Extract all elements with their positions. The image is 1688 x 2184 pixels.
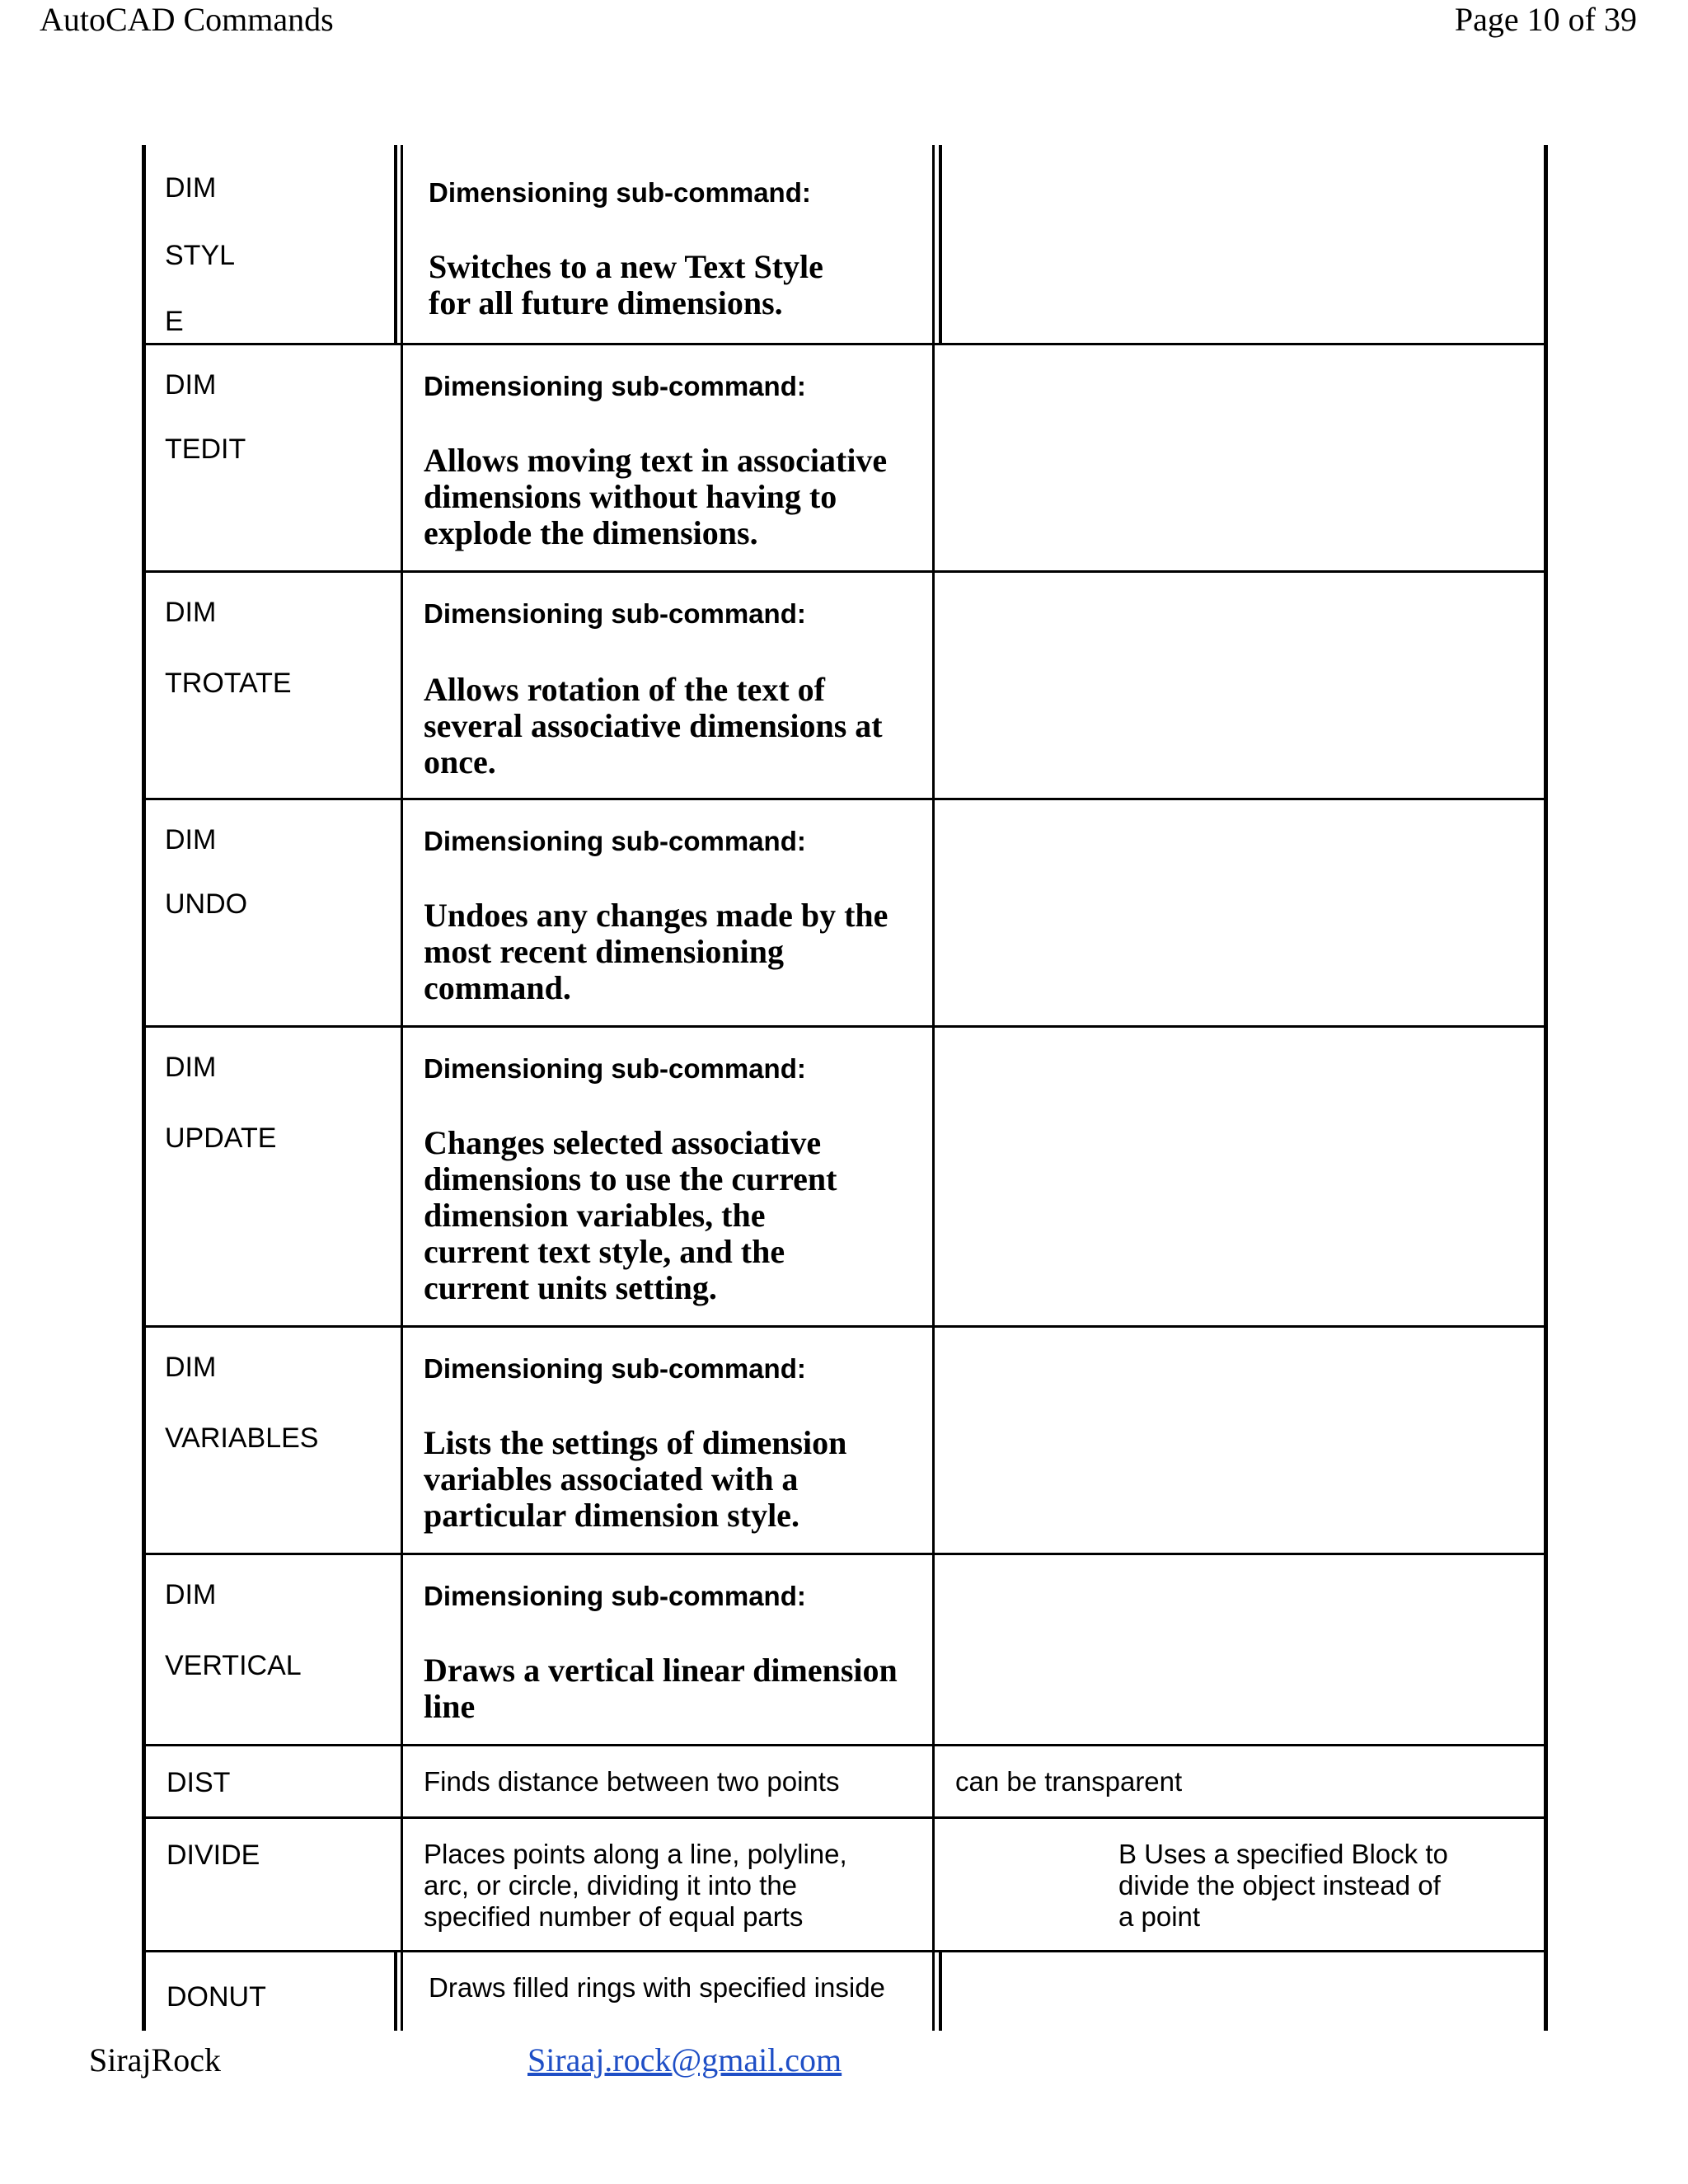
- notes-cell: [933, 1028, 1548, 1325]
- column-divider: [401, 145, 403, 2031]
- command-notes: B Uses a specified Block to divide the object instead of a point: [1118, 1839, 1448, 1932]
- command-description: Draws a vertical linear dimension line: [424, 1652, 898, 1725]
- table-border-left: [142, 145, 146, 2031]
- subcommand-label: Dimensioning sub-command:: [424, 826, 806, 856]
- table-row: [142, 343, 1548, 570]
- notes-cell: [933, 1952, 1548, 2031]
- column-divider: [932, 145, 935, 2031]
- double-border: [394, 145, 397, 343]
- command-notes: can be transparent: [955, 1766, 1183, 1797]
- command-cell: [142, 345, 401, 570]
- table-row: [142, 1025, 1548, 1325]
- commands-table: [142, 145, 1548, 2031]
- command-name: TEDIT: [165, 434, 246, 465]
- subcommand-label: Dimensioning sub-command:: [424, 371, 806, 401]
- table-row: [142, 1816, 1548, 1950]
- header-title: AutoCAD Commands: [40, 1, 334, 38]
- command-name: DIVIDE: [166, 1840, 260, 1871]
- command-name: UNDO: [165, 888, 248, 920]
- command-name: DIM: [165, 1052, 217, 1083]
- table-row: [142, 570, 1548, 798]
- page-number: Page 10 of 39: [1454, 1, 1637, 38]
- command-description: Switches to a new Text Style for all future dimensions.: [429, 248, 823, 321]
- command-description: Draws filled rings with specified inside: [429, 1972, 885, 2003]
- subcommand-label: Dimensioning sub-command:: [424, 1353, 806, 1384]
- table-row: [142, 1325, 1548, 1553]
- description-cell: [401, 1028, 933, 1325]
- table-row: [142, 1553, 1548, 1744]
- table-row: [142, 1950, 1548, 2031]
- command-name: DIM: [165, 369, 217, 401]
- double-border: [939, 1952, 942, 2031]
- command-name: DIM: [165, 597, 217, 628]
- command-cell: [142, 573, 401, 798]
- command-cell: [142, 800, 401, 1025]
- notes-cell: [933, 800, 1548, 1025]
- table-row: [142, 798, 1548, 1025]
- notes-cell: [933, 1555, 1548, 1744]
- description-cell: [401, 800, 933, 1025]
- command-cell: [142, 1952, 401, 2031]
- notes-cell: [933, 1328, 1548, 1553]
- table-row: [142, 145, 1548, 343]
- table-row: [142, 1744, 1548, 1816]
- command-cell: [142, 1746, 401, 1816]
- command-cell: [142, 1028, 401, 1325]
- command-name: DIM: [165, 824, 217, 855]
- command-name: E: [165, 306, 184, 337]
- command-name: DIM: [165, 1352, 217, 1383]
- command-name: DIST: [166, 1767, 231, 1798]
- command-name: VERTICAL: [165, 1650, 302, 1681]
- footer-author: SirajRock: [89, 2041, 221, 2079]
- subcommand-label: Dimensioning sub-command:: [424, 1053, 806, 1084]
- command-name: DONUT: [166, 1981, 266, 2013]
- notes-cell: [933, 1819, 1548, 1950]
- description-cell: [401, 145, 933, 343]
- subcommand-label: Dimensioning sub-command:: [429, 177, 811, 208]
- command-cell: [142, 1819, 401, 1950]
- command-description: Allows moving text in associative dimensions without having to explode the dimensions.: [424, 442, 888, 551]
- description-cell: [401, 573, 933, 798]
- command-name: UPDATE: [165, 1122, 277, 1154]
- subcommand-label: Dimensioning sub-command:: [424, 598, 806, 629]
- description-cell: [401, 1555, 933, 1744]
- double-border: [394, 1952, 397, 2031]
- command-cell: [142, 1328, 401, 1553]
- notes-cell: [933, 573, 1548, 798]
- command-name: DIM: [165, 172, 217, 204]
- table-border-right: [1544, 145, 1548, 2031]
- command-description: Finds distance between two points: [424, 1766, 840, 1797]
- command-name: VARIABLES: [165, 1422, 319, 1454]
- command-name: STYL: [165, 240, 236, 271]
- description-cell: [401, 345, 933, 570]
- command-description: Lists the settings of dimension variables associated with a particular dimension style.: [424, 1424, 847, 1534]
- command-name: TROTATE: [165, 668, 292, 699]
- notes-cell: [933, 145, 1548, 343]
- command-cell: [142, 1555, 401, 1744]
- command-cell: [142, 145, 401, 343]
- description-cell: [401, 1952, 933, 2031]
- command-description: Allows rotation of the text of several associative dimensions at once.: [424, 671, 883, 780]
- double-border: [939, 145, 942, 343]
- command-description: Undoes any changes made by the most recent dimensioning command.: [424, 897, 889, 1006]
- notes-cell: [933, 345, 1548, 570]
- command-description: Places points along a line, polyline, arc, or circle, dividing it into the specified number of equal parts: [424, 1839, 847, 1932]
- notes-cell: [933, 1746, 1548, 1816]
- description-cell: [401, 1328, 933, 1553]
- description-cell: [401, 1819, 933, 1950]
- command-name: DIM: [165, 1579, 217, 1610]
- footer-email-link[interactable]: Siraaj.rock@gmail.com: [528, 2041, 842, 2079]
- command-description: Changes selected associative dimensions to use the current dimension variables, the current text style, and the current units setting.: [424, 1124, 837, 1306]
- subcommand-label: Dimensioning sub-command:: [424, 1581, 806, 1611]
- description-cell: [401, 1746, 933, 1816]
